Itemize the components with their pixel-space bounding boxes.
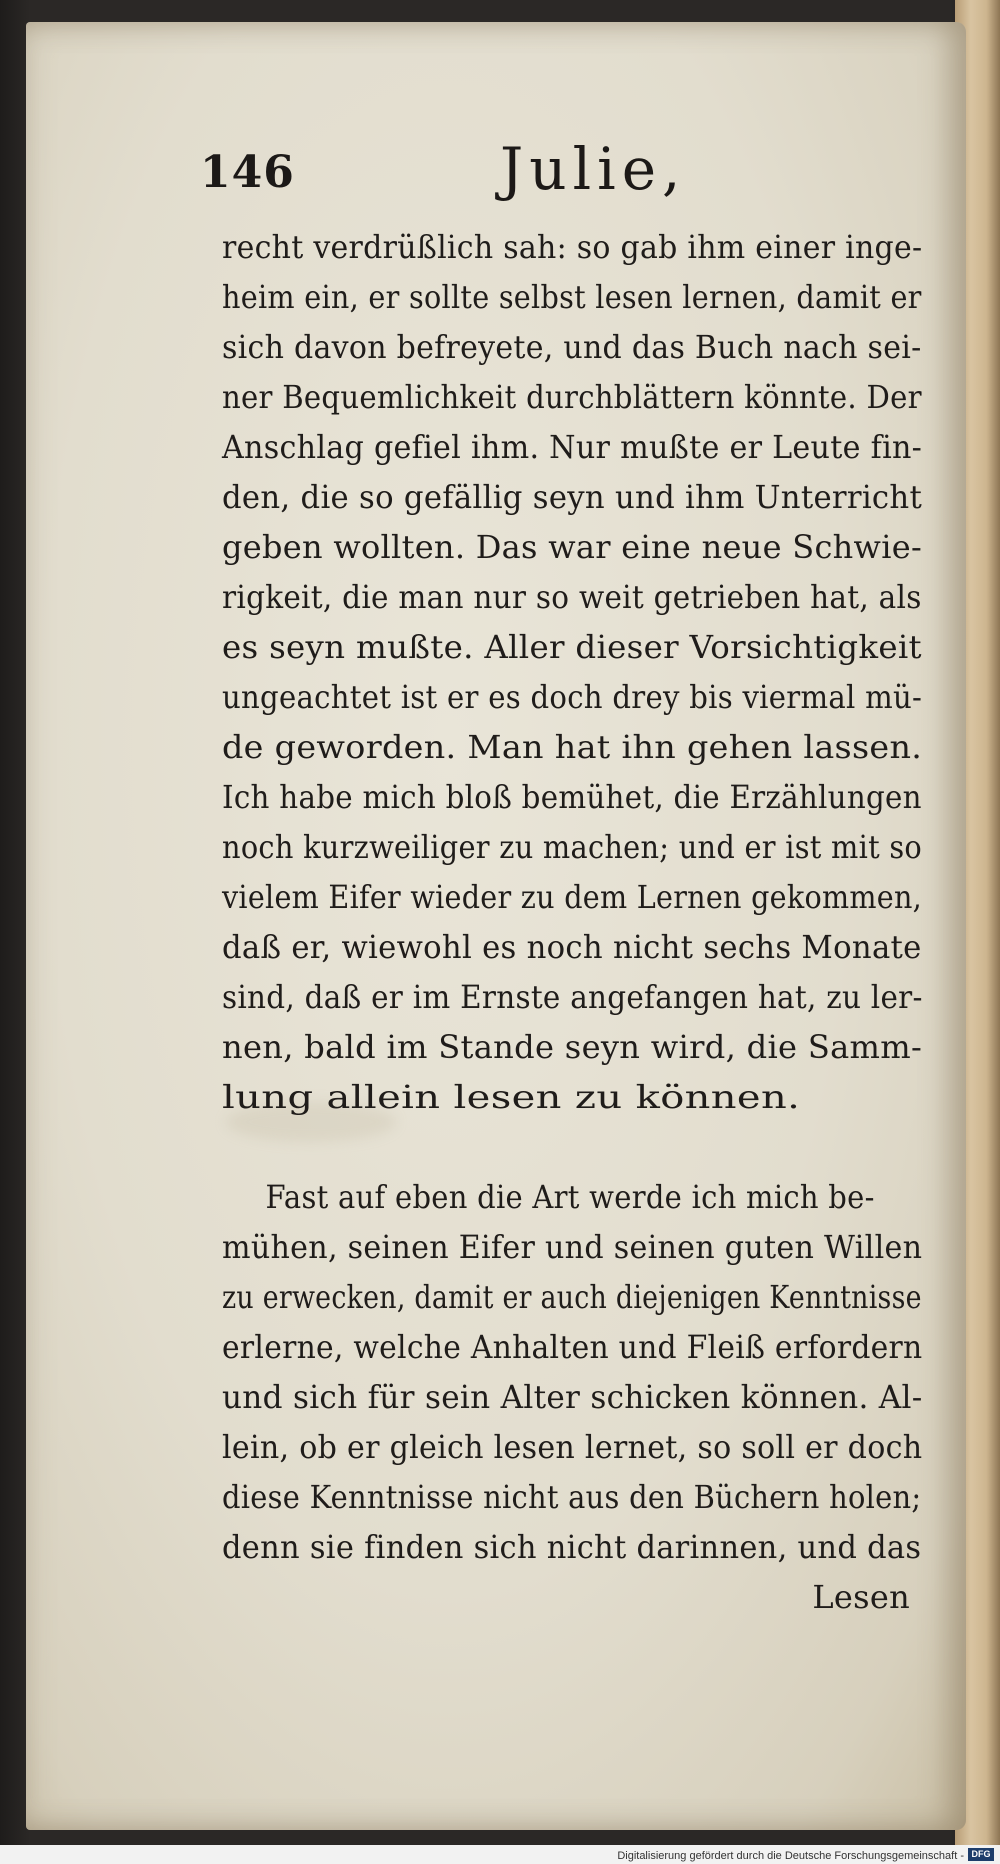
text-line: diese Kenntnisse nicht aus den Büchern holen; [222,1478,922,1516]
text-line: mühen, seinen Eifer und seinen guten Willen [222,1228,923,1266]
body-text [222,222,922,1622]
text-line: heim ein, er sollte selbst lesen lernen, damit er [222,278,922,316]
dfg-logo: DFG [968,1848,994,1861]
paragraph-gap [222,1122,922,1172]
text-line: geben wollten. Das war eine neue Schwie- [222,528,923,566]
page-number: 146 [200,147,295,198]
text-line: ner Bequemlichkeit durchblättern könnte. Der [222,378,922,416]
page-header [200,135,930,215]
text-line: und sich für sein Alter schicken können. Al- [222,1378,923,1416]
text-line: Ich habe mich bloß bemühet, die Erzählungen [222,778,922,816]
text-line: de geworden. Man hat ihn gehen lassen. [222,728,923,766]
footer-bar [0,1845,1000,1864]
text-line: lein, ob er gleich lesen lernet, so soll er doch [222,1428,923,1466]
text-line: erlerne, welche Anhalten und Fleiß erfordern [222,1328,923,1366]
catchword: Lesen [812,1578,910,1616]
text-line: rigkeit, die man nur so weit getrieben hat, als [222,578,922,616]
text-line: daß er, wiewohl es noch nicht sechs Monate [222,928,922,966]
text-line: denn sie finden sich nicht darinnen, und das [222,1528,922,1566]
footer-credit: Digitalisierung gefördert durch die Deutsche Forschungsgemeinschaft - [617,1850,964,1862]
text-line: ungeachtet ist er es doch drey bis viermal mü- [222,678,923,716]
text-line: es seyn mußte. Aller dieser Vorsichtigkeit [222,628,922,666]
text-line: den, die so gefällig seyn und ihm Unterricht [222,478,923,516]
text-line: recht verdrüßlich sah: so gab ihm einer inge- [222,228,923,266]
text-line: sind, daß er im Ernste angefangen hat, zu ler- [222,978,923,1016]
text-line: noch kurzweiliger zu machen; und er ist mit so [222,828,923,866]
running-title: Julie, [500,135,687,203]
text-line: lung allein lesen zu können. [222,1078,801,1116]
text-line: Anschlag gefiel ihm. Nur mußte er Leute fin- [222,428,923,466]
text-line: Fast auf eben die Art werde ich mich be- [265,1178,875,1216]
text-line: nen, bald im Stande seyn wird, die Samm- [222,1028,923,1066]
text-line: sich davon befreyete, und das Buch nach sei- [222,328,922,366]
text-line: vielem Eifer wieder zu dem Lernen gekommen, [222,878,923,916]
text-line: zu erwecken, damit er auch diejenigen Kenntnisse [222,1278,922,1316]
